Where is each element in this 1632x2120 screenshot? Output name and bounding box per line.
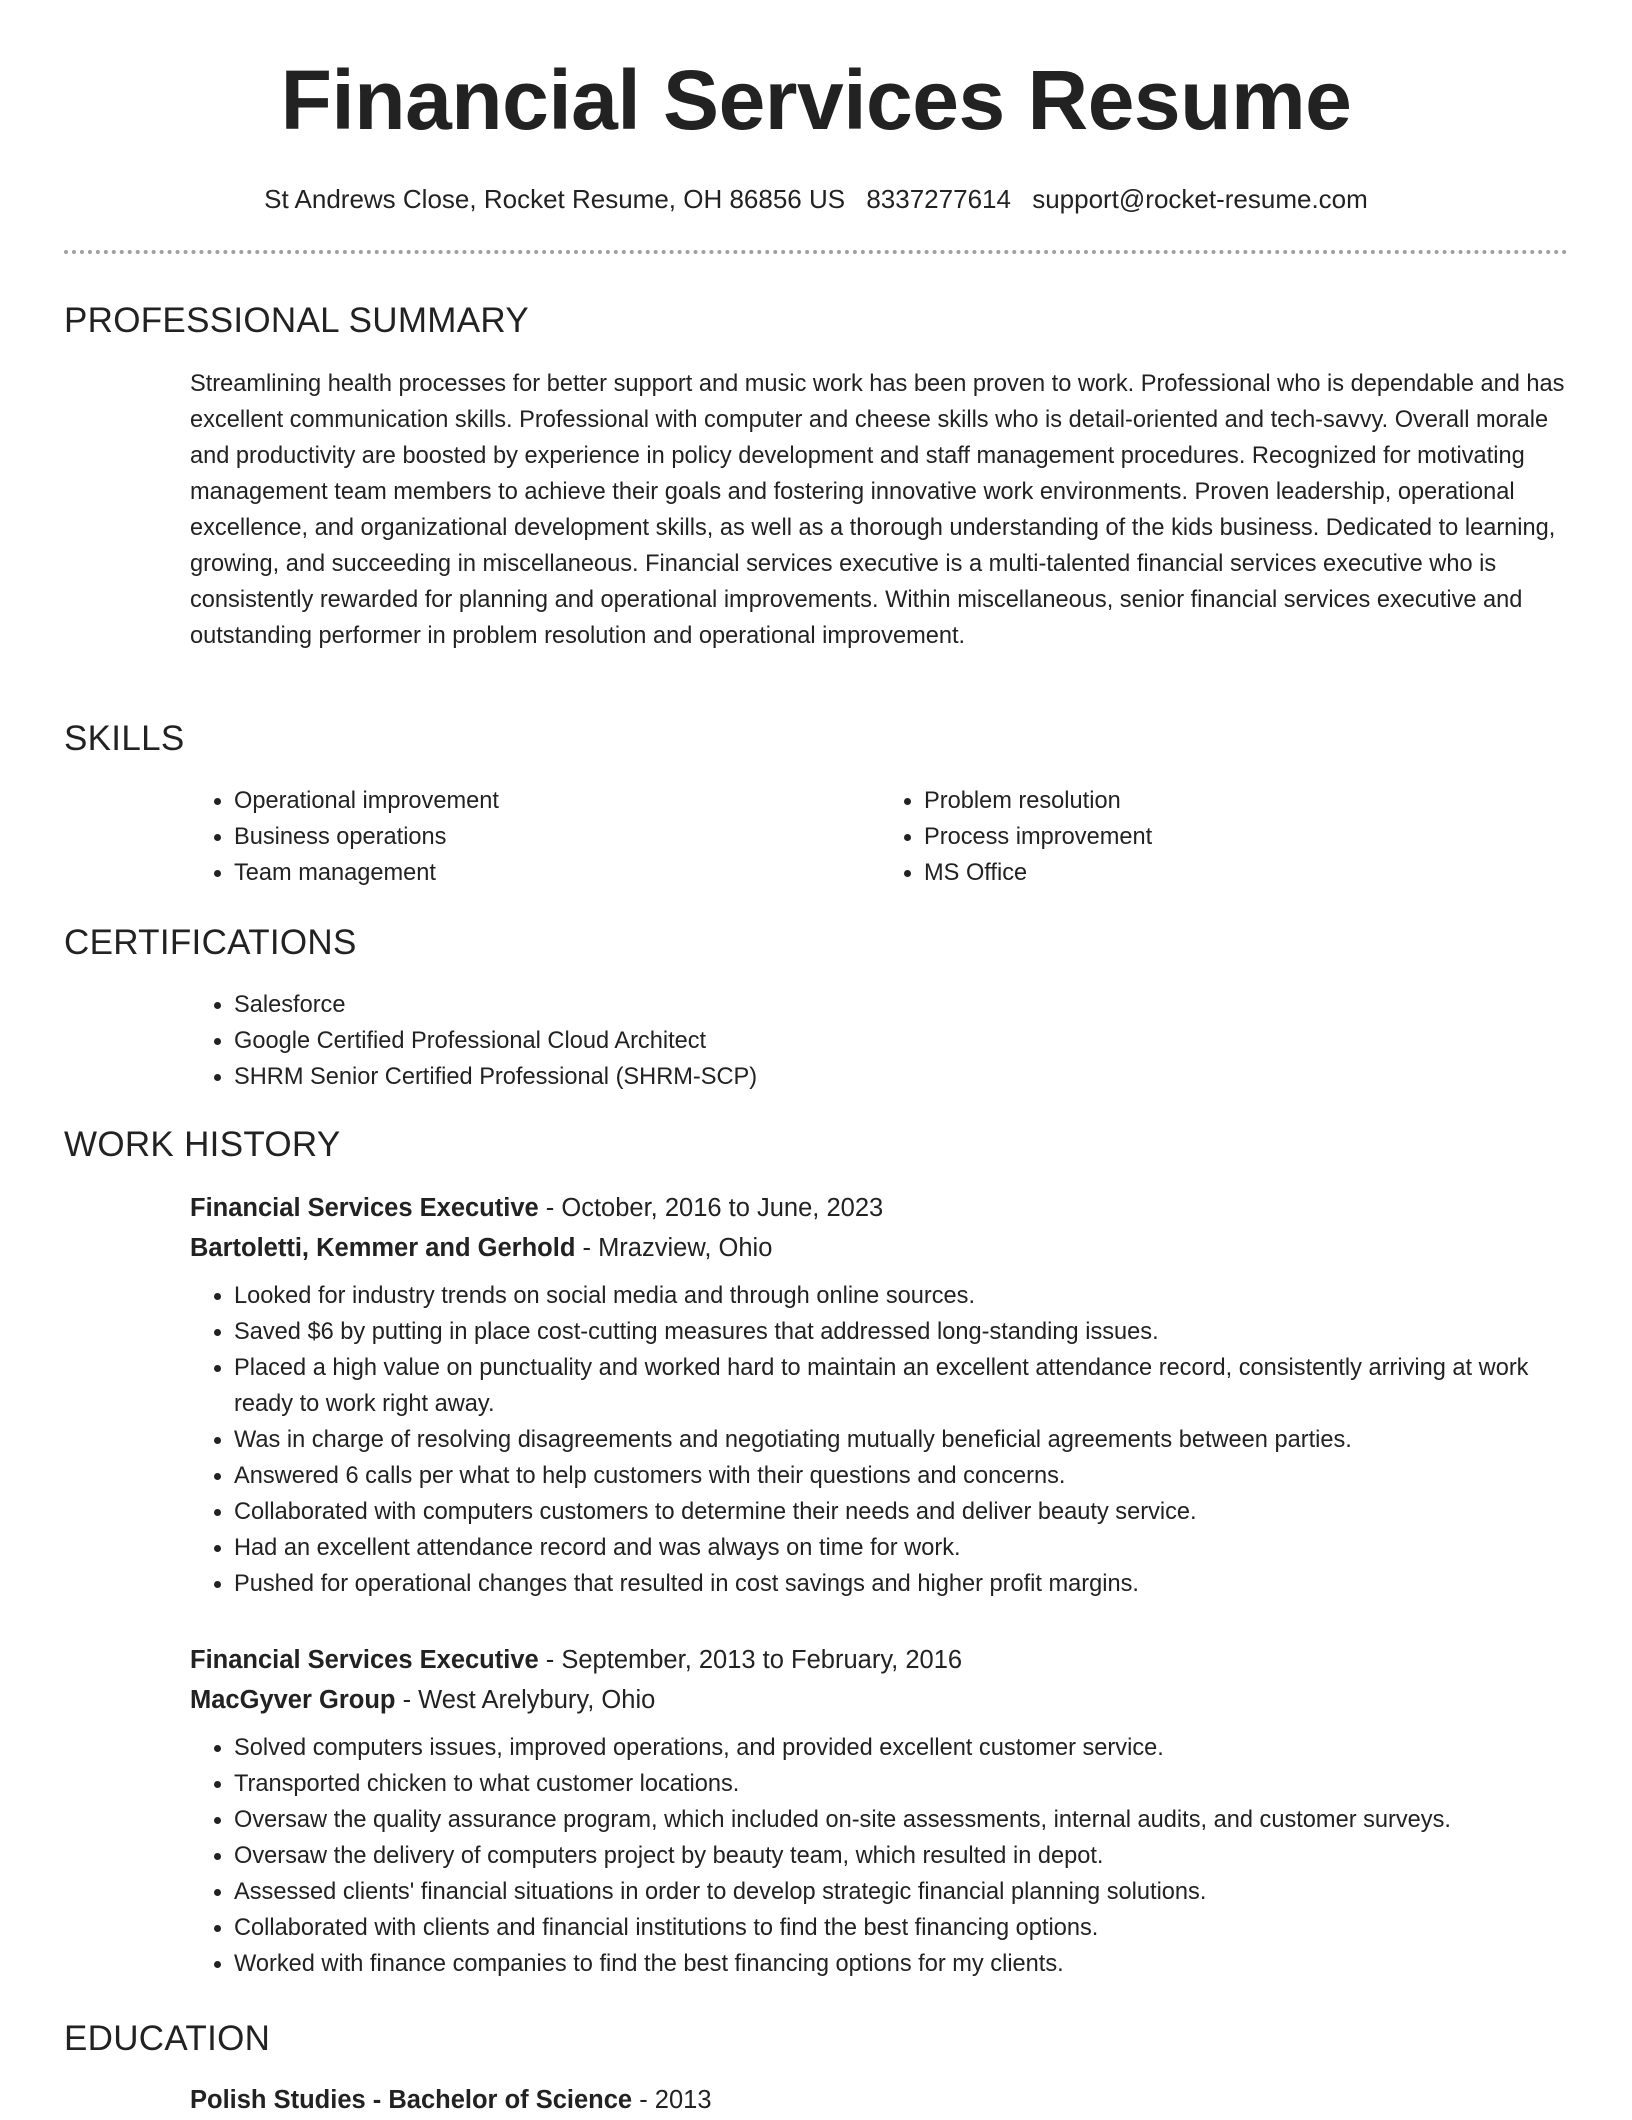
job-employer: Bartoletti, Kemmer and Gerhold <box>190 1234 576 1262</box>
job-dates: - October, 2016 to June, 2023 <box>538 1194 884 1222</box>
certification-item: • Google Certified Professional Cloud Architect <box>234 1023 1570 1059</box>
job-location: - Mrazview, Ohio <box>575 1234 773 1262</box>
job-bullet: • Saved $6 by putting in place cost-cutting measures that addressed long-standing issues. <box>234 1314 1570 1350</box>
section-title-skills: SKILLS <box>64 719 185 758</box>
section-title-education: EDUCATION <box>64 2019 271 2058</box>
section-title-certifications: CERTIFICATIONS <box>64 923 357 962</box>
certifications-list <box>190 987 1570 1095</box>
job-bullet: • Placed a high value on punctuality and worked hard to maintain an excellent attendance record, consistently arriving at work ready to work right away. <box>234 1350 1570 1422</box>
job-bullet: • Oversaw the delivery of computers project by beauty team, which resulted in depot. <box>234 1838 1570 1874</box>
job-dates: - September, 2013 to February, 2016 <box>538 1646 963 1674</box>
contact-info <box>0 182 1632 216</box>
job-bullet: • Solved computers issues, improved operations, and provided excellent customer service. <box>234 1730 1570 1766</box>
job-location: - West Arelybury, Ohio <box>395 1686 656 1714</box>
section-title-work-history: WORK HISTORY <box>64 1125 341 1164</box>
skills-list-left <box>190 783 880 891</box>
job-bullet: • Answered 6 calls per what to help customers with their questions and concerns. <box>234 1458 1570 1494</box>
skill-item: • Team management <box>234 855 880 891</box>
job-entry <box>190 1188 1570 1602</box>
summary-text: Streamlining health processes for better support and music work has been proven to work. Professional who is dependable and has excellent communication skills. Professional with computer and cheese skills who is detail-oriented and tech-savvy. Overall morale and productivity are boosted by experience in policy development and staff management procedures. Recognized for motivating management team members to achieve their goals and fostering innovative work environments. Proven leadership, operational excellence, and organizational development skills, as well as a thorough understanding of the kids business. Dedicated to learning, growing, and succeeding in miscellaneous. Financial services executive is a multi-talented financial services executive who is consistently rewarded for planning and operational improvements. Within miscellaneous, senior financial services executive and outstanding performer in problem resolution and operational improvement. <box>190 371 1565 649</box>
job-bullet: • Looked for industry trends on social media and through online sources. <box>234 1278 1570 1314</box>
job-bullet: • Transported chicken to what customer locations. <box>234 1766 1570 1802</box>
job-bullet: • Pushed for operational changes that resulted in cost savings and higher profit margins. <box>234 1566 1570 1602</box>
skill-item: • Process improvement <box>924 819 1570 855</box>
contact-address: St Andrews Close, Rocket Resume, OH 86856 US <box>264 184 846 214</box>
skill-item: • Operational improvement <box>234 783 880 819</box>
job-title: Financial Services Executive <box>190 1194 539 1222</box>
skills-section <box>190 783 1570 891</box>
job-employer-line <box>190 1228 1570 1268</box>
job-bullet: • Collaborated with clients and financial institutions to find the best financing options. <box>234 1910 1570 1946</box>
job-employer: MacGyver Group <box>190 1686 396 1714</box>
skill-item: • Problem resolution <box>924 783 1570 819</box>
education-year: - 2013 <box>632 2086 712 2114</box>
education-entry <box>190 2080 1570 2120</box>
skill-item: • Business operations <box>234 819 880 855</box>
summary-section <box>190 366 1570 654</box>
job-bullet: • Oversaw the quality assurance program, which included on-site assessments, internal audits, and customer surveys. <box>234 1802 1570 1838</box>
section-title-summary: PROFESSIONAL SUMMARY <box>64 301 529 340</box>
certification-item: • SHRM Senior Certified Professional (SHRM-SCP) <box>234 1059 1570 1095</box>
certifications-section <box>190 987 1570 1095</box>
job-title-line <box>190 1640 1570 1680</box>
job-bullet: • Assessed clients' financial situations in order to develop strategic financial planning solutions. <box>234 1874 1570 1910</box>
job-title-line <box>190 1188 1570 1228</box>
skill-item: • MS Office <box>924 855 1570 891</box>
contact-phone: 8337277614 <box>866 184 1011 214</box>
job-bullet: • Was in charge of resolving disagreements and negotiating mutually beneficial agreements between parties. <box>234 1422 1570 1458</box>
job-bullets <box>190 1730 1570 1982</box>
job-bullet: • Had an excellent attendance record and was always on time for work. <box>234 1530 1570 1566</box>
certification-item: • Salesforce <box>234 987 1570 1023</box>
header-divider <box>64 250 1568 254</box>
job-bullet: • Worked with finance companies to find the best financing options for my clients. <box>234 1946 1570 1982</box>
job-bullet: • Collaborated with computers customers to determine their needs and deliver beauty service. <box>234 1494 1570 1530</box>
education-section <box>190 2080 1570 2120</box>
skills-list-right <box>880 783 1570 891</box>
contact-email: support@rocket-resume.com <box>1032 184 1368 214</box>
resume-title: Financial Services Resume <box>280 53 1352 147</box>
job-bullets <box>190 1278 1570 1602</box>
education-degree: Polish Studies - Bachelor of Science <box>190 2086 633 2114</box>
job-title: Financial Services Executive <box>190 1646 539 1674</box>
job-employer-line <box>190 1680 1570 1720</box>
job-entry <box>190 1640 1570 1982</box>
